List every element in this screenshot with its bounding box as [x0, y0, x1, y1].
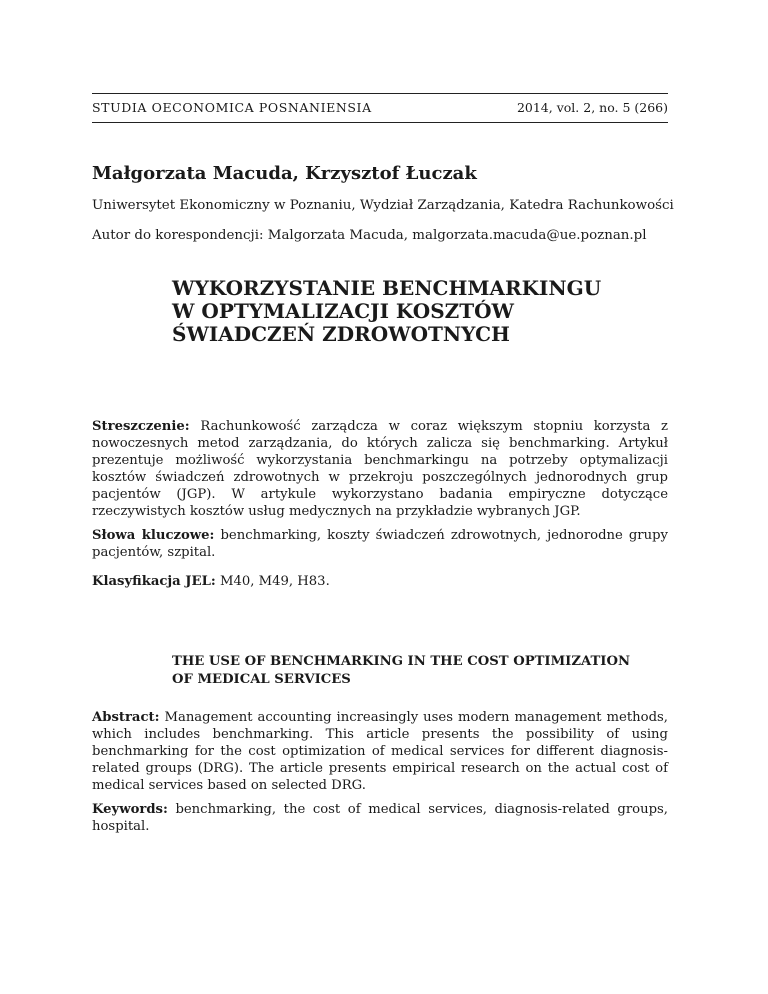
keywords-en-label: Keywords:	[92, 802, 168, 817]
keywords-pl-text: benchmarking, koszty świadczeń zdrowotnych, jednorodne grupy pacjentów, szpital.	[92, 528, 669, 560]
header-top-rule	[92, 93, 668, 94]
affiliation: Uniwersytet Ekonomiczny w Poznaniu, Wydział Zarządzania, Katedra Rachunkowości	[92, 198, 674, 213]
abstract-pl-text: Rachunkowość zarządcza w coraz większym stopniu korzysta z nowoczesnych metod zarządzania, do których zalicza się benchmarking. Artykuł prezentuje możliwość wykorzystania benchmarkingu na potrzeby optymalizacji kosztów świadczeń zdrowotnych w przekroju poszczególnych jednorodnych grup pacjentów (JGP). W artykule wykorzystano badania empiryczne dotyczące rzeczywistych kosztów usług medycznych na przykładzie wybranych JGP.	[92, 419, 668, 519]
jel-classification	[92, 573, 668, 590]
keywords-en	[92, 801, 668, 835]
header-bottom-rule	[92, 122, 668, 123]
keywords-pl-label: Słowa kluczowe:	[92, 528, 215, 543]
title-en-line-2: OF MEDICAL SERVICES	[172, 672, 351, 687]
issue-info: 2014, vol. 2, no. 5 (266)	[516, 100, 668, 115]
abstract-pl	[92, 418, 668, 520]
abstract-en	[92, 709, 668, 794]
jel-label: Klasyfikacja JEL:	[92, 574, 216, 589]
abstract-en-label: Abstract:	[92, 710, 160, 725]
keywords-en-text: benchmarking, the cost of medical services, diagnosis-related groups, hospital.	[92, 802, 668, 834]
abstract-en-text: Management accounting increasingly uses modern management methods, which includes benchmarking. This article presents the possibility of using benchmarking for the cost optimization of medical services for different diagnosis-related groups (DRG). The article presents empirical research on the actual cost of medical services based on selected DRG.	[92, 710, 668, 793]
article-title-pl	[172, 277, 632, 346]
title-pl-line-3: ŚWIADCZEŃ ZDROWOTNYCH	[172, 322, 510, 346]
title-pl-line-2: W OPTYMALIZACJI KOSZTÓW	[172, 299, 515, 323]
jel-text: M40, M49, H83.	[219, 574, 330, 589]
correspondence: Autor do korespondencji: Malgorzata Macuda, malgorzata.macuda@ue.poznan.pl	[92, 228, 647, 243]
authors: Małgorzata Macuda, Krzysztof Łuczak	[92, 163, 477, 184]
article-title-en	[172, 653, 672, 689]
abstract-pl-label: Streszczenie:	[92, 419, 190, 434]
title-en-line-1: THE USE OF BENCHMARKING IN THE COST OPTIMIZATION	[172, 654, 631, 669]
journal-name: STUDIA OECONOMICA POSNANIENSIA	[92, 100, 372, 115]
title-pl-line-1: WYKORZYSTANIE BENCHMARKINGU	[172, 276, 602, 300]
keywords-pl	[92, 527, 668, 561]
